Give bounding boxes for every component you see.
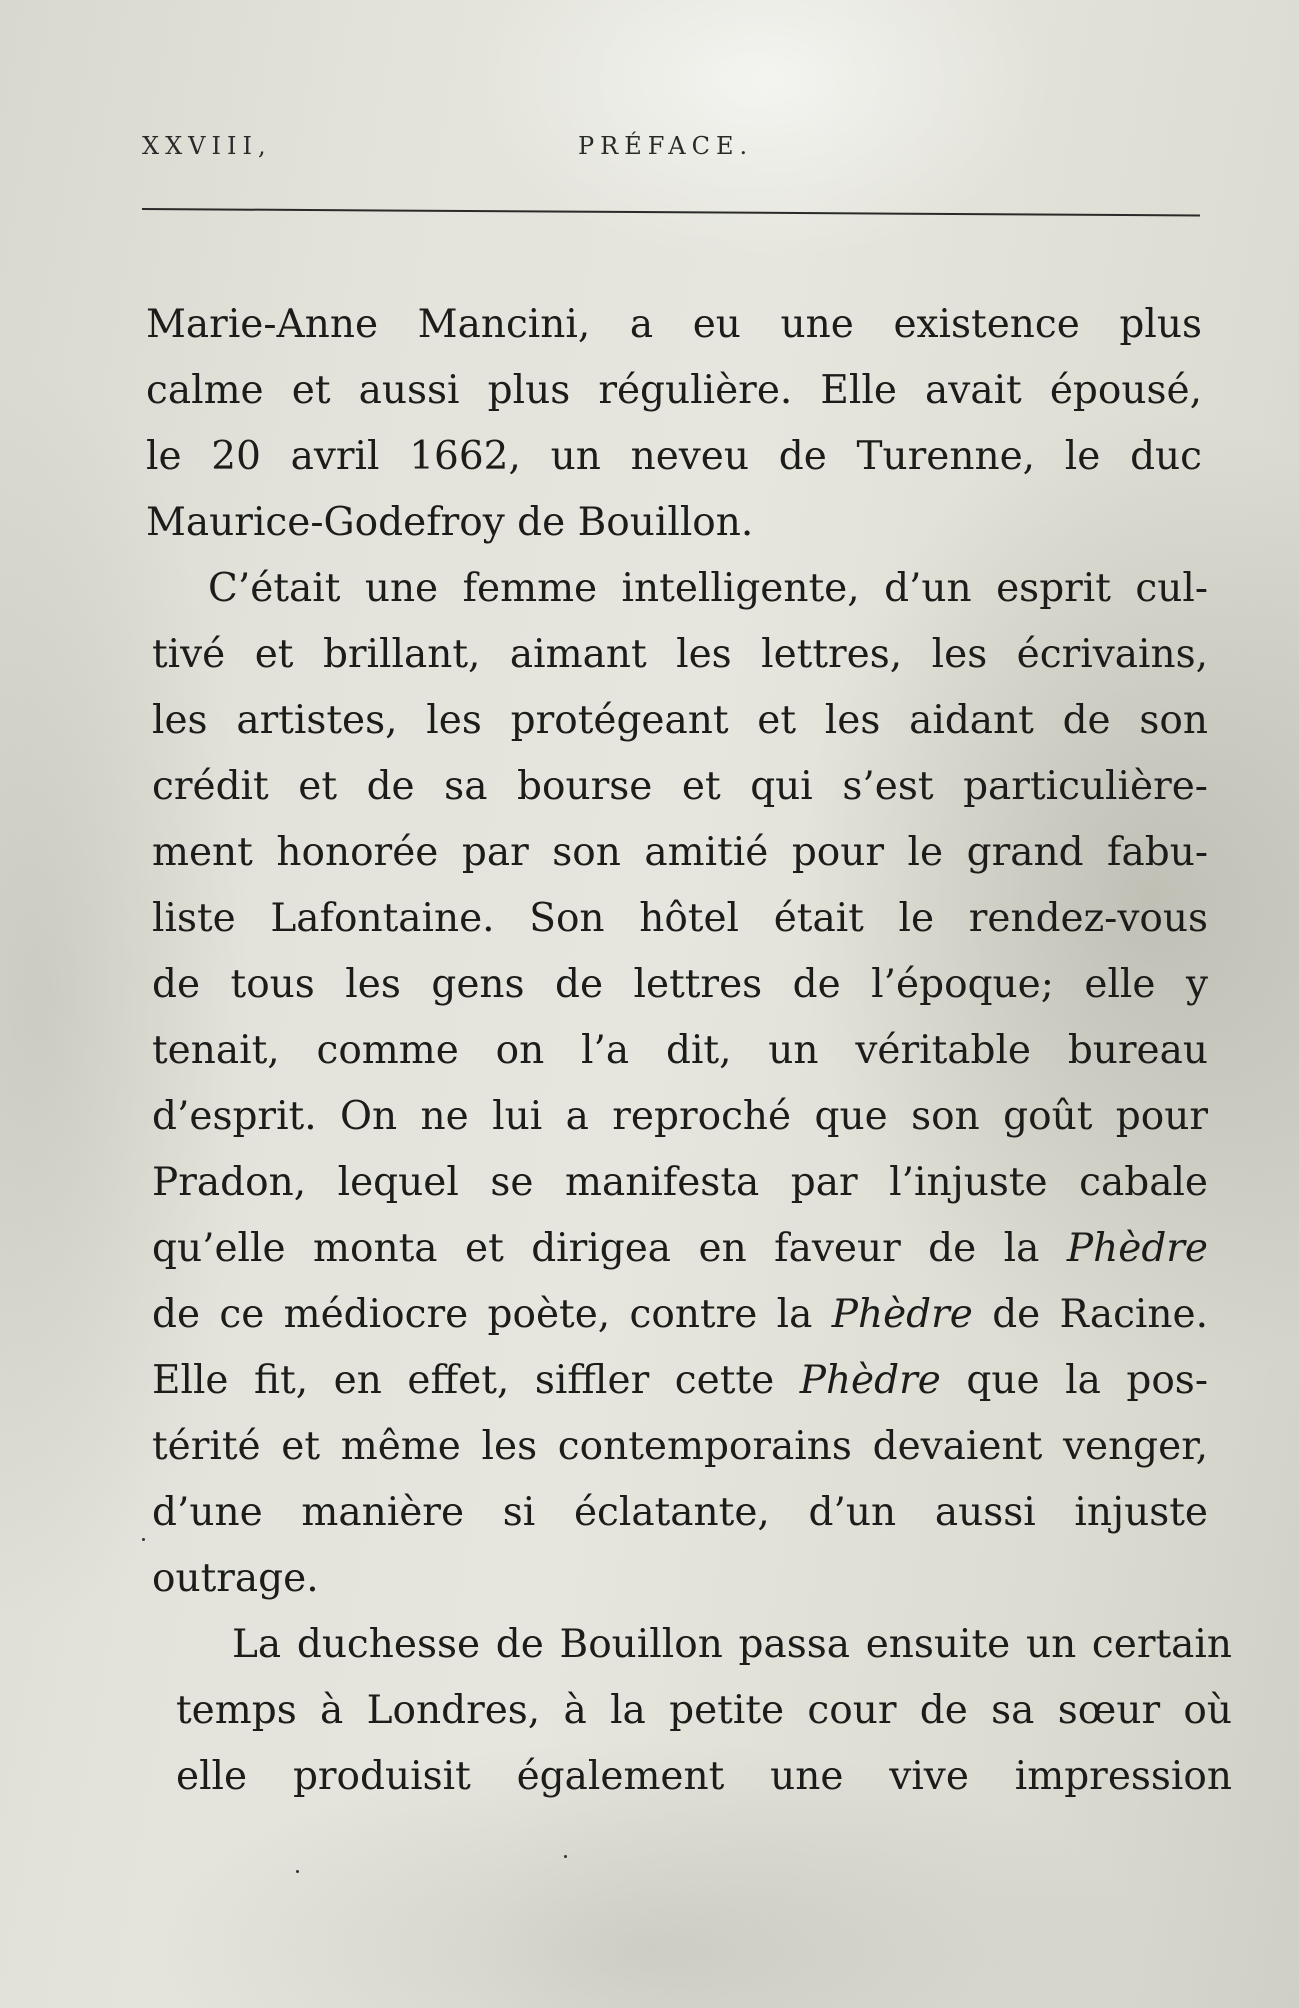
- italic-title: Phèdre: [831, 1292, 973, 1337]
- text-line: térité et même les contemporains devaient venger,: [152, 1424, 1208, 1469]
- text-line: temps à Londres, à la petite cour de sa sœur où: [176, 1688, 1232, 1733]
- page-header: [142, 132, 1202, 172]
- text-line: [152, 1216, 1208, 1282]
- text-line: [152, 1348, 1208, 1414]
- header-rule: [142, 208, 1200, 216]
- ink-speck: [296, 1870, 299, 1873]
- text-line: les artistes, les protégeant et les aidant de son: [152, 698, 1208, 743]
- text-line: d’esprit. On ne lui a reproché que son goût pour: [152, 1094, 1208, 1139]
- text-line: liste Lafontaine. Son hôtel était le rendez-vous: [152, 896, 1208, 941]
- text-segment: qu’elle monta et dirigea en faveur de la: [152, 1226, 1040, 1271]
- text-segment: de Racine.: [992, 1292, 1208, 1337]
- body-text: [146, 292, 1232, 1810]
- text-line: de tous les gens de lettres de l’époque; elle y: [152, 962, 1208, 1007]
- text-line: d’une manière si éclatante, d’un aussi injuste: [152, 1490, 1208, 1535]
- text-line: calme et aussi plus régulière. Elle avait épousé,: [146, 368, 1202, 413]
- text-line: C’était une femme intelligente, d’un esprit cul-: [208, 566, 1208, 611]
- italic-title: Phèdre: [1066, 1226, 1209, 1271]
- text-line: tenait, comme on l’a dit, un véritable bureau: [152, 1028, 1208, 1073]
- text-line: Pradon, lequel se manifesta par l’injuste cabale: [152, 1160, 1208, 1205]
- paragraph-2: [146, 556, 1209, 1612]
- paragraph-1: [146, 292, 1202, 556]
- text-line: ment honorée par son amitié pour le grand fabu-: [152, 830, 1208, 875]
- text-line: Marie-Anne Mancini, a eu une existence plus: [146, 302, 1202, 347]
- paragraph-3: [146, 1612, 1232, 1810]
- text-segment: Elle fit, en effet, siffler cette: [152, 1358, 775, 1403]
- page-number: XXVIII,: [142, 132, 272, 160]
- text-line: Maurice-Godefroy de Bouillon.: [146, 500, 754, 545]
- ink-speck: [564, 1855, 567, 1858]
- text-line: crédit et de sa bourse et qui s’est particulière-: [152, 764, 1208, 809]
- running-title: PRÉFACE.: [578, 132, 754, 160]
- text-line: le 20 avril 1662, un neveu de Turenne, le duc: [146, 434, 1202, 479]
- text-line: tivé et brillant, aimant les lettres, les écrivains,: [152, 632, 1208, 677]
- text-line: La duchesse de Bouillon passa ensuite un certain: [232, 1622, 1232, 1667]
- text-line: outrage.: [152, 1556, 319, 1601]
- italic-title: Phèdre: [799, 1358, 941, 1403]
- text-line: [152, 1282, 1208, 1348]
- ink-speck: [142, 1538, 145, 1541]
- text-segment: de ce médiocre poète, contre la: [152, 1292, 813, 1337]
- text-segment: que la pos-: [966, 1358, 1208, 1403]
- text-line: elle produisit également une vive impression: [176, 1754, 1232, 1799]
